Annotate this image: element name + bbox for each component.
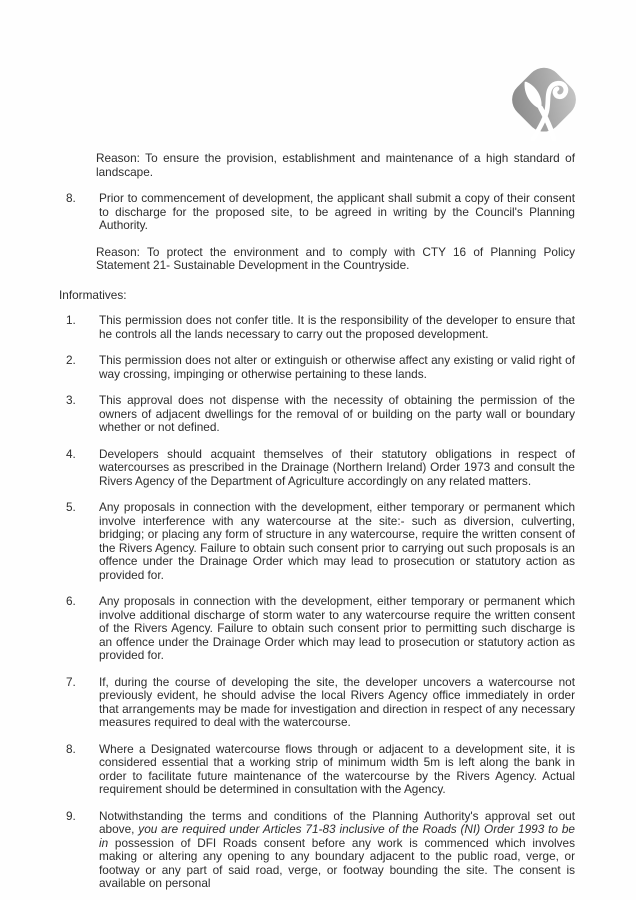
informatives-heading: Informatives: (59, 287, 127, 302)
informative-text-after-italic: possession of DFI Roads consent before any work is commenced which involves making or altering any opening to any boundary adjacent to the public road, verge, or footway or any part of said road, verge, or footway bounding the site. The consent is available on personal (99, 835, 575, 890)
informative-item (66, 595, 575, 663)
informative-text-regular: This approval does not dispense with the necessity of obtaining the permission of the owners of adjacent dwellings for the removal of or building on the party wall or boundary whether or not defined. (99, 393, 575, 434)
informative-text (99, 448, 575, 489)
informative-text-regular: Where a Designated watercourse flows through or adjacent to a development site, it is considered essential that a working strip of minimum width 5m is left along the bank in order to facilitate future maintenance of the watercourse by the Rivers Agency. Actual requirement should be determined in consultation with the Agency. (99, 741, 575, 796)
informative-text-italic: you are required under Articles 71-83 inclusive of the Roads (NI) Order 1993 to be in (99, 822, 575, 850)
informative-number: 3. (66, 393, 76, 407)
informative-item (66, 810, 575, 891)
reason-paragraph-cty16 (96, 246, 575, 273)
condition-item-8 (66, 192, 575, 233)
informative-item (66, 743, 575, 797)
informative-item (66, 676, 575, 730)
informative-number: 9. (66, 808, 76, 823)
informative-text-regular: This permission does not alter or extinguish or otherwise affect any existing or valid right of way crossing, impinging or otherwise pertaining to these lands. (99, 353, 575, 381)
informative-item (66, 314, 575, 341)
informative-text-regular: Any proposals in connection with the development, either temporary or permanent which involve additional discharge of storm water to any watercourse require the written consent of the Rivers Agency. Failure to obtain such consent prior to permitting such discharge is an offence under the Drainage Order which may lead to prosecution or statutory action as provided for. (99, 594, 575, 662)
logo-squircle (505, 60, 583, 138)
informative-text-regular: Notwithstanding the terms and conditions of the Planning Authority's approval set out above, (99, 808, 575, 836)
informative-item (66, 448, 575, 489)
informative-text-regular: Any proposals in connection with the development, either temporary or permanent which involve interference with any watercourse at the site:- such as diversion, culverting, bridging; or placing any form of structure in any watercourse, require the written consent of the Rivers Agency. Failure to obtain such consent prior to carrying out such proposals is an offence under the Drainage Order which may lead to prosecution or statutory action as provided for. (99, 500, 575, 582)
reason-text: Reason: To protect the environment and to comply with CTY 16 of Planning Policy Statement 21- Sustainable Development in the Countryside. (96, 244, 575, 272)
informative-number: 1. (66, 313, 76, 327)
condition-text: Prior to commencement of development, the applicant shall submit a copy of their consent to discharge for the proposed site, to be agreed in writing by the Council's Planning Authority. (99, 191, 575, 232)
informative-text (99, 810, 575, 891)
informative-item (66, 394, 575, 435)
informative-text (99, 354, 575, 381)
informative-text (99, 676, 575, 730)
informative-text (99, 501, 575, 582)
informative-number: 5. (66, 500, 76, 514)
informative-text-regular: This permission does not confer title. It is the responsibility of the developer to ensure that he controls all the lands necessary to carry out the proposed development. (99, 313, 575, 341)
informative-number: 7. (66, 674, 76, 689)
informative-number: 6. (66, 594, 76, 608)
page-content (0, 152, 636, 900)
informative-text (99, 743, 575, 797)
informative-item (66, 354, 575, 381)
informative-text-regular: If, during the course of developing the site, the developer uncovers a watercourse not previously evident, he should advise the local Rivers Agency office immediately in order that arrangements may be made for investigation and direction in respect of any necessary measures required to deal with the watercourse. (99, 674, 575, 729)
reason-paragraph-landscape (96, 152, 575, 179)
leaf-and-spiral-council-logo-icon (502, 60, 586, 146)
informative-text (99, 394, 575, 435)
informative-item (66, 501, 575, 582)
informative-text-regular: Developers should acquaint themselves of their statutory obligations in respect of watercourses as prescribed in the Drainage (Northern Ireland) Order 1973 and consult the Rivers Agency of the Department of Agriculture accordingly on any related matters. (99, 446, 575, 488)
informative-number: 4. (66, 446, 76, 461)
informative-text (99, 595, 575, 663)
informatives-list (0, 314, 636, 891)
reason-text: Reason: To ensure the provision, establishment and maintenance of a high standard of landscape. (96, 151, 575, 179)
informative-text (99, 314, 575, 341)
condition-number: 8. (66, 191, 76, 205)
informative-number: 8. (66, 741, 76, 756)
informative-number: 2. (66, 353, 76, 367)
